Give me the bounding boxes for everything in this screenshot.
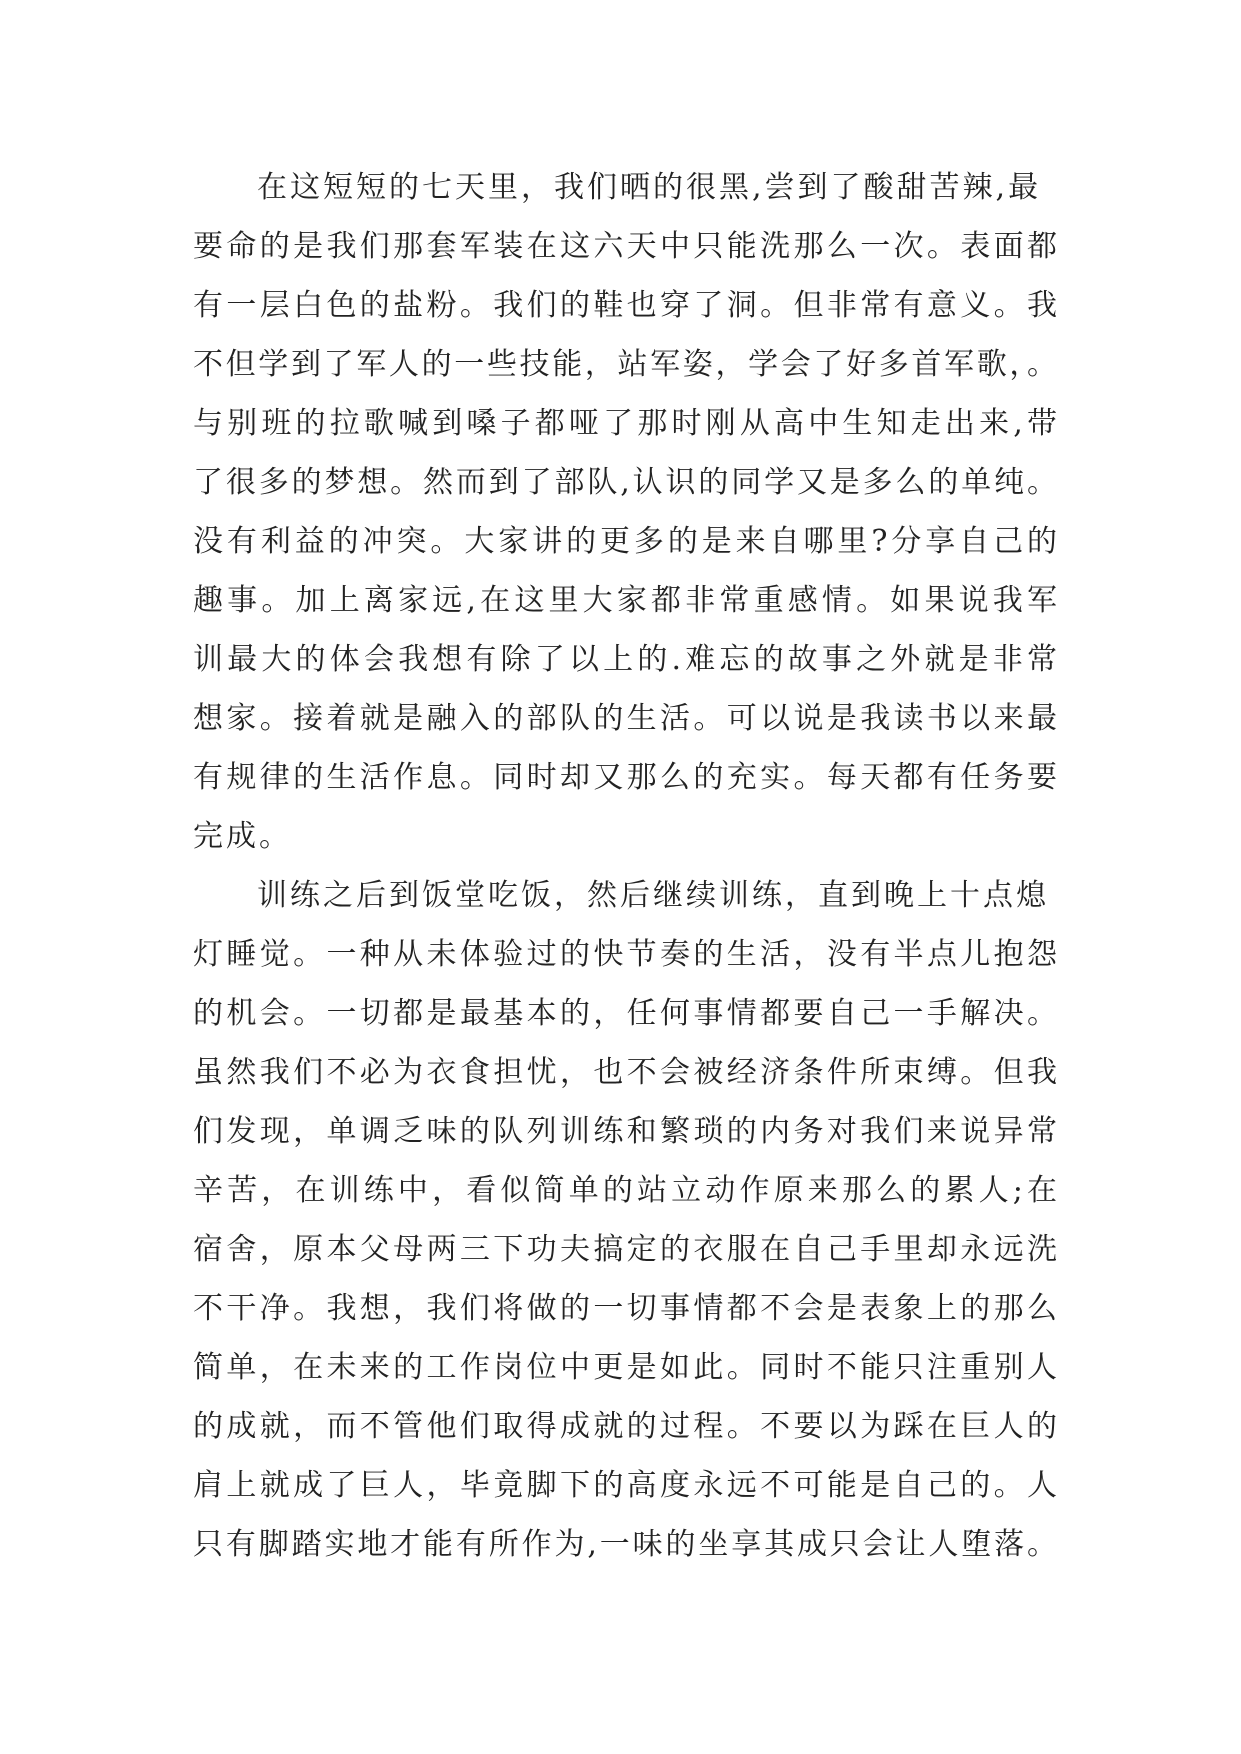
paragraph-line: 不干净。我想，我们将做的一切事情都不会是表象上的那么 [193,1291,1057,1326]
paragraph-line: 了很多的梦想。然而到了部队,认识的同学又是多么的单纯。 [193,465,1057,500]
paragraph-line: 的机会。一切都是最基本的，任何事情都要自己一手解决。 [193,996,1057,1031]
paragraph-line: 灯睡觉。一种从未体验过的快节奏的生活，没有半点儿抱怨 [193,937,1057,972]
paragraph-line: 完成。 [193,819,292,854]
paragraph-line: 有规律的生活作息。同时却又那么的充实。每天都有任务要 [193,760,1057,795]
paragraph-line: 趣事。加上离家远,在这里大家都非常重感情。如果说我军 [193,583,1057,618]
paragraph-line: 肩上就成了巨人，毕竟脚下的高度永远不可能是自己的。人 [193,1468,1057,1503]
paragraph-line: 宿舍，原本父母两三下功夫搞定的衣服在自己手里却永远洗 [193,1232,1057,1267]
paragraph-line: 不但学到了军人的一些技能，站军姿，学会了好多首军歌，。 [193,347,1057,382]
paragraph-line: 与别班的拉歌喊到嗓子都哑了那时刚从高中生知走出来,带 [193,406,1057,441]
paragraph-line: 有一层白色的盐粉。我们的鞋也穿了洞。但非常有意义。我 [193,288,1057,323]
paragraph-line: 没有利益的冲突。大家讲的更多的是来自哪里?分享自己的 [193,524,1057,559]
paragraph-1 [193,158,1057,866]
paragraph-line: 的成就，而不管他们取得成就的过程。不要以为踩在巨人的 [193,1409,1057,1444]
paragraph-line: 在这短短的七天里，我们晒的很黑,尝到了酸甜苦辣,最 [257,170,1042,205]
paragraph-line: 虽然我们不必为衣食担忧，也不会被经济条件所束缚。但我 [193,1055,1057,1090]
paragraph-2 [193,866,1057,1574]
paragraph-line: 训最大的体会我想有除了以上的.难忘的故事之外就是非常 [193,642,1057,677]
paragraph-line: 们发现，单调乏味的队列训练和繁琐的内务对我们来说异常 [193,1114,1057,1149]
paragraph-line: 只有脚踏实地才能有所作为,一味的坐享其成只会让人堕落。 [193,1527,1057,1562]
paragraph-line: 想家。接着就是融入的部队的生活。可以说是我读书以来最 [193,701,1057,736]
paragraph-line: 要命的是我们那套军装在这六天中只能洗那么一次。表面都 [193,229,1057,264]
paragraph-line: 简单，在未来的工作岗位中更是如此。同时不能只注重别人 [193,1350,1057,1385]
document-body [193,158,1057,1574]
paragraph-line: 训练之后到饭堂吃饭，然后继续训练，直到晚上十点熄 [257,878,1049,913]
paragraph-line: 辛苦，在训练中，看似简单的站立动作原来那么的累人;在 [193,1173,1057,1208]
